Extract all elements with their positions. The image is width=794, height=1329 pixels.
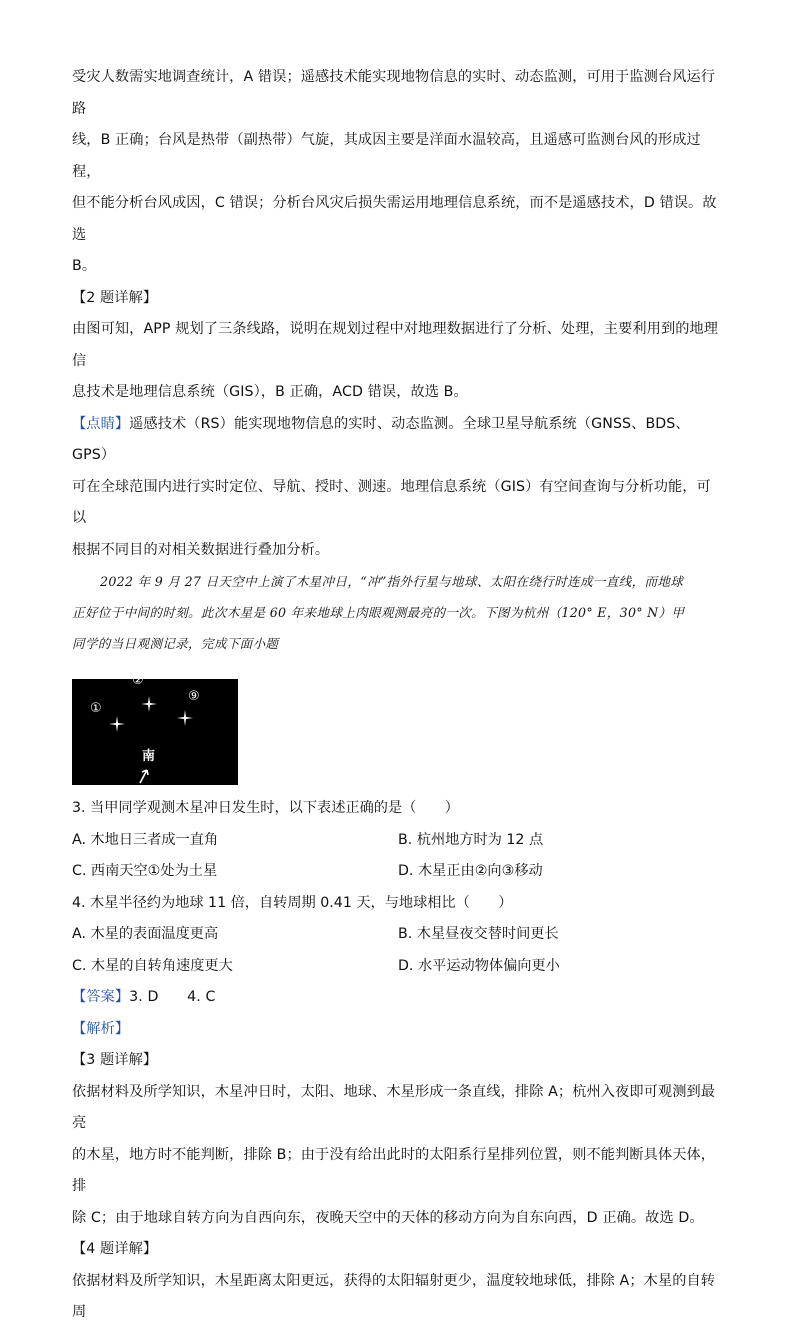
text-line: 根据不同目的对相关数据进行叠加分析。 (72, 541, 330, 558)
option-A: A. 木星的表面温度更高 (72, 926, 219, 942)
section-heading-q3: 【3 题详解】 (72, 1052, 158, 1068)
answer-tag: 【答案】 (72, 989, 130, 1005)
figure-label-2: ② (132, 673, 144, 688)
text-line: 息技术是地理信息系统（GIS），B 正确，ACD 错误，故选 B。 (72, 384, 468, 400)
figure-label-3: ⑨ (188, 689, 200, 704)
star-icon (176, 709, 194, 727)
text-line: 但不能分析台风成因，C 错误；分析台风灾后损失需运用地理信息系统，而不是遥感技术，D 错误。故选 (72, 195, 717, 243)
material-line: 同学的当日观测记录，完成下面小题 (72, 636, 279, 651)
figure-label-1: ① (90, 701, 102, 716)
text-line: 由图可知，APP 规划了三条线路，说明在规划过程中对地理数据进行了分析、处理，主要利用到的地理信 (72, 321, 719, 369)
text-line: 依据材料及所学知识，木星冲日时，太阳、地球、木星形成一条直线，排除 A；杭州入夜即可观测到最亮 (72, 1083, 716, 1131)
text-line: 受灾人数需实地调查统计，A 错误；遥感技术能实现地物信息的实时、动态监测，可用于监测台风运行路 (72, 69, 716, 117)
section-heading-q4: 【4 题详解】 (72, 1241, 158, 1257)
question-3-options-row1 (72, 825, 724, 857)
text-line: 的木星，地方时不能判断，排除 B；由于没有给出此时的太阳系行星排列位置，则不能判断具体天体，排 (72, 1146, 716, 1194)
analysis-tag: 【解析】 (72, 1020, 130, 1037)
answer-line (72, 982, 724, 1014)
question-4-stem: 4. 木星半径约为地球 11 倍，自转周期 0.41 天，与地球相比（ ） (72, 894, 513, 911)
section-heading-q2: 【2 题详解】 (72, 289, 158, 306)
text-line: 可在全球范围内进行实时定位、导航、授时、测速。地理信息系统（GIS）有空间查询与分析功能，可以 (72, 478, 711, 526)
question-3-options-row2 (72, 856, 724, 888)
option-C: C. 木星的自转角速度更大 (72, 957, 233, 974)
option-C: C. 西南天空①处为土星 (72, 863, 218, 879)
question-3-stem: 3. 当甲同学观测木星冲日发生时，以下表述正确的是（ ） (72, 800, 459, 816)
dianjing-tag: 【点睛】 (72, 415, 130, 432)
option-D: D. 水平运动物体偏向更小 (398, 957, 560, 974)
option-D: D. 木星正由②向③移动 (398, 863, 543, 879)
arrow-up-icon (138, 767, 152, 785)
text-line: B。 (72, 258, 97, 274)
material-line: 正好位于中间的时刻。此次木星是 60 年来地球上肉眼观测最亮的一次。下图为杭州（120° E，30° N）甲 (72, 605, 685, 620)
text-line: 依据材料及所学知识，木星距离太阳更远，获得的太阳辐射更少，温度较地球低，排除 A；木星的自转周 (72, 1272, 716, 1320)
star-icon (108, 715, 126, 733)
material-line: 2022 年 9 月 27 日天空中上演了木星冲日，“冲”指外行星与地球、太阳在绕行时连成一直线，而地球 (100, 574, 684, 589)
question-4-options-row1 (72, 919, 724, 951)
dianjing-text: 遥感技术（RS）能实现地物信息的实时、动态监测。全球卫星导航系统（GNSS、BDS、GPS） (72, 415, 690, 463)
text-line: 除 C；由于地球自转方向为自西向东，夜晚天空中的天体的移动方向为自东向西，D 正确。故选 D。 (72, 1209, 704, 1226)
answer-text: 3. D 4. C (129, 989, 216, 1005)
document-page (72, 62, 724, 1329)
star-icon (140, 695, 158, 713)
figure-south-label: 南 (142, 749, 156, 764)
observation-figure (72, 673, 238, 785)
text-line: 线，B 正确；台风是热带（副热带）气旋，其成因主要是洋面水温较高，且遥感可监测台风的形成过程， (72, 132, 701, 180)
dianjing-line (72, 409, 724, 472)
option-B: B. 木星昼夜交替时间更长 (398, 926, 559, 942)
question-4-options-row2 (72, 951, 724, 983)
option-B: B. 杭州地方时为 12 点 (398, 831, 544, 848)
option-A: A. 木地日三者成一直角 (72, 831, 219, 848)
